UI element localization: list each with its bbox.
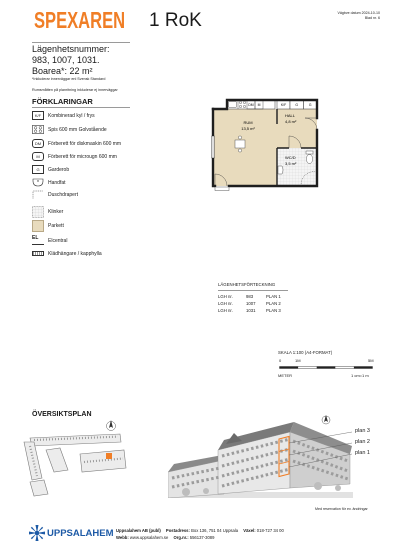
chair <box>238 149 241 152</box>
scale-segment <box>280 367 299 369</box>
legend-item-fridge-freezer <box>32 111 142 123</box>
room-area-hall: 4,8 m² <box>285 119 297 124</box>
legend-item-microwave <box>32 152 142 164</box>
microwave-icon <box>32 152 44 161</box>
org-number: 556137-3089 <box>189 535 215 540</box>
dishwasher-icon <box>32 139 44 148</box>
legend-item-washbasin <box>32 178 142 190</box>
legend-symbol: G <box>36 167 40 172</box>
legend-item-stove <box>32 125 142 137</box>
scale-unit: METER <box>278 373 292 378</box>
apartment-numbers: 983, 1007, 1031. <box>32 55 100 65</box>
web-link[interactable]: www.uppsalahem.se <box>129 535 169 540</box>
floor-label-plan-1: plan 1 <box>355 450 370 456</box>
document-meta <box>320 11 380 21</box>
scale-tick-5m: 5M <box>368 358 374 363</box>
legend-label: Klinker <box>48 209 64 215</box>
stove-burner <box>34 127 37 130</box>
phone-number: 018-727 34 00 <box>256 528 284 533</box>
legend-label: Klädhängare / kapphylla <box>48 250 102 257</box>
legend-label: Förberett för microugn 600 mm <box>48 153 117 160</box>
legend-label: Parkett <box>48 223 64 229</box>
logo-center <box>35 531 39 535</box>
apartment-floor: PLAN 3 <box>266 308 281 313</box>
room-name-wc: WC/D <box>285 155 296 160</box>
tree <box>203 488 209 494</box>
dishwasher-label: DM <box>248 103 254 107</box>
apartment-number: 1031 <box>246 308 256 313</box>
electrical-panel-icon <box>32 236 44 245</box>
scale-segment <box>317 367 336 369</box>
stove-icon <box>32 125 44 134</box>
apartment-floor: PLAN 1 <box>266 294 281 299</box>
legend-symbol: K/F <box>34 113 42 118</box>
microwave-label: M <box>257 103 261 107</box>
tree <box>314 482 322 490</box>
tree <box>182 488 190 496</box>
apartment-list-divider <box>218 290 288 291</box>
legend-item-wardrobe <box>32 165 142 177</box>
curtain-line <box>33 191 43 199</box>
postal-address: Box 136, 751 04 Uppsala <box>191 528 239 533</box>
project-name: SPEXAREN <box>34 7 126 33</box>
org-number-label: Org.nr.: <box>173 535 189 540</box>
legend-label: Spis 600 mm Golvstående <box>48 126 107 133</box>
toilet-tank <box>306 151 313 154</box>
legend-symbol: EL <box>32 235 39 241</box>
wardrobe-icon <box>32 165 44 174</box>
site-plan <box>20 418 135 498</box>
scale-title: SKALA 1:100 (A4-FORMAT) <box>278 350 333 355</box>
apartment-number: 1007 <box>246 301 256 306</box>
stove-outline <box>32 125 43 133</box>
legend-item-electrical-panel <box>32 236 142 248</box>
apartment-list-title: LÄGENHETSFÖRTECKNING <box>218 282 276 287</box>
wardrobe-label: G <box>295 103 299 107</box>
north-arrow-pointer <box>109 420 113 428</box>
stove-burner <box>39 130 42 133</box>
apartment-label: LGH nr. <box>218 308 233 313</box>
scale-bar <box>279 365 375 370</box>
floor-label-plan-2: plan 2 <box>355 439 370 445</box>
overview-title: ÖVERSIKTSPLAN <box>32 411 92 418</box>
room-area-rum: 13,5 m² <box>241 126 255 131</box>
legend-label: Garderob <box>48 166 70 173</box>
scale-ratio: 1 cm=1 m <box>351 373 369 378</box>
hall-parquet-floor <box>277 109 317 148</box>
living-area: Boarea*: 22 m² <box>32 66 93 76</box>
tile-floor-icon <box>32 206 44 218</box>
apartment-label: LGH nr. <box>218 301 233 306</box>
scale-tick-1m: 1M <box>295 358 301 363</box>
wardrobe-label: G <box>308 103 312 107</box>
fridge-freezer-icon <box>32 111 44 120</box>
toilet <box>306 155 312 164</box>
sheet-number: Blad nr. 6 <box>364 16 380 20</box>
building-block <box>30 480 48 496</box>
info-divider <box>32 42 130 43</box>
scale-segment <box>354 367 373 369</box>
room-area-wc: 3,5 m² <box>285 161 297 166</box>
tree <box>335 485 341 491</box>
issue-date: Vägbve datum 2024-10-10 <box>337 11 380 15</box>
room-name-hall: HALL <box>285 113 296 118</box>
legend-label: Förberett för diskmaskin 600 mm <box>48 140 122 147</box>
disclaimer: Med reservation för ev. ändringar <box>315 507 368 511</box>
shower-curtain-icon <box>32 190 44 199</box>
north-arrow-icon <box>322 415 330 424</box>
tile-swatch <box>32 206 43 217</box>
postal-label: Postadress: <box>165 528 190 533</box>
apartment-number: 983 <box>246 294 254 299</box>
legend-label: Handfat <box>48 179 66 186</box>
legend-item-tile <box>32 206 142 219</box>
clothes-rail-icon <box>32 251 44 256</box>
washbasin <box>278 166 283 174</box>
basin-tap <box>37 180 38 181</box>
area-footnote: *Inkluderar innerväggar enl Svensk Standard <box>32 77 106 81</box>
stove-burner <box>39 127 42 130</box>
phone-label: Växel: <box>243 528 256 533</box>
building-3d-view <box>168 414 353 498</box>
floor-plan <box>205 94 325 194</box>
legend-label: Kombinerad kyl / frys <box>48 112 95 119</box>
brand-name: UPPSALAHEM <box>47 528 114 539</box>
apartment-floor: PLAN 2 <box>266 301 281 306</box>
apartment-number-label: Lägenhetsnummer: <box>32 44 110 54</box>
company-name: Uppsalahem AB (publ) <box>116 528 161 533</box>
scale-tick-0: 0 <box>279 358 282 363</box>
room-dimensions-note: Rumsmåtten på planritning inkluderar ej innerväggar <box>32 88 118 92</box>
washbasin-icon <box>32 178 44 187</box>
site-buildings <box>24 434 126 496</box>
web-label: Webb: <box>116 535 129 540</box>
balcony-step <box>215 187 229 191</box>
legend-divider <box>32 107 130 108</box>
apartment-type: 1 RoK <box>149 10 202 31</box>
footer-line-1 <box>116 529 284 533</box>
uppsalahem-logo <box>28 524 46 542</box>
room-name-rum: RUM <box>243 120 253 125</box>
stove-burner <box>34 130 37 133</box>
chair <box>238 136 241 139</box>
logo-mark <box>29 525 45 541</box>
footer-line-2 <box>116 536 214 540</box>
apartment-label: LGH nr. <box>218 294 233 299</box>
building-block <box>80 450 126 472</box>
north-arrow-icon <box>107 420 116 431</box>
legend-title: FÖRKLARINGAR <box>32 97 93 106</box>
legend-item-parquet <box>32 220 142 233</box>
legend-label: Duschdrapert <box>48 191 79 198</box>
legend-symbol: M <box>36 154 40 159</box>
floor-label-plan-3: plan 3 <box>355 428 370 434</box>
legend-item-clothes-rail <box>32 249 142 261</box>
building-block <box>46 448 68 472</box>
legend-symbol: DM <box>34 141 42 146</box>
basin-outline <box>33 179 43 186</box>
parquet-floor-icon <box>32 220 44 232</box>
legend-item-dishwasher <box>32 139 142 151</box>
table <box>235 140 245 148</box>
legend-label: Elcentral <box>48 237 68 244</box>
fridge-freezer-label: K/F <box>280 103 287 107</box>
legend-item-shower-curtain <box>32 190 142 202</box>
highlighted-building <box>106 453 112 459</box>
